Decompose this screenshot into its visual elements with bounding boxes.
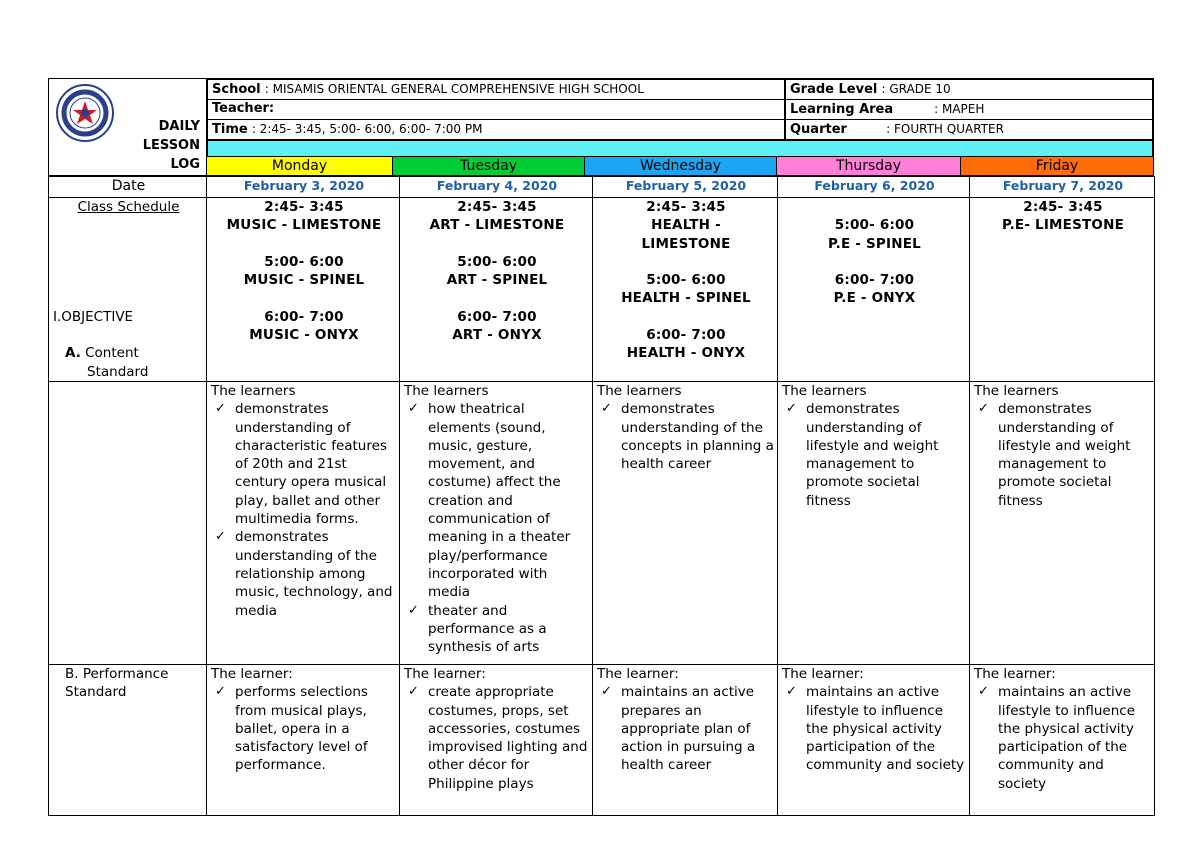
checklist-item: ✓ maintains an active lifestyle to influence the physical activity participation of the community and society — [782, 683, 967, 774]
date-cell — [207, 177, 400, 198]
area-field — [784, 100, 1154, 119]
date-label: Date — [111, 178, 146, 194]
teacher-label: Teacher: — [212, 101, 275, 116]
content-label-2: Standard — [87, 363, 149, 380]
time-label: Time — [212, 122, 248, 137]
checklist — [597, 400, 775, 473]
checklist-item: ✓ demonstrates understanding of lifestyle and weight management to promote societal fitness — [974, 400, 1152, 510]
weekday-bar — [206, 157, 1154, 176]
cell-intro: The learners — [404, 382, 489, 399]
day-tuesday: Tuesday — [392, 157, 584, 176]
content-standard-thursday — [778, 381, 970, 664]
schedule-line: 5:00- 6:00 — [264, 253, 344, 270]
info-row-school — [206, 78, 1154, 99]
logo-area — [48, 78, 206, 176]
date-friday: February 7, 2020 — [1002, 178, 1124, 193]
checklist — [782, 683, 967, 774]
lesson-table — [48, 176, 1155, 816]
day-thursday: Thursday — [776, 157, 960, 176]
date-cell — [593, 177, 778, 198]
schedule-tuesday — [400, 198, 593, 382]
schedule-line — [597, 308, 775, 326]
content-standard-tuesday — [400, 381, 593, 664]
teacher-field — [206, 100, 784, 119]
schedule-line — [597, 253, 775, 271]
info-block — [206, 78, 1154, 176]
checklist-item: ✓ demonstrates understanding of lifestyle and weight management to promote societal fitness — [782, 400, 967, 510]
dll-title — [143, 117, 200, 174]
date-label-cell — [49, 177, 207, 198]
schedule-monday — [207, 198, 400, 382]
checklist-item: ✓ demonstrates understanding of characteristic features of 20th and 21st century opera musical play, ballet and other multimedia forms. — [211, 400, 397, 528]
dll-title-line: DAILY — [158, 119, 200, 134]
schedule-line: 6:00- 7:00 — [646, 327, 726, 344]
schedule-thursday — [778, 198, 970, 382]
performance-label-1: B. Performance — [65, 665, 169, 682]
content-standard-friday — [970, 381, 1155, 664]
school-label: School — [212, 82, 261, 97]
schedule-line — [782, 253, 967, 271]
schedule-line — [211, 289, 397, 307]
performance-standard-thursday — [778, 664, 970, 815]
checklist-item: ✓ maintains an active prepares an appropriate plan of action in pursuing a health career — [597, 683, 775, 774]
time-value: : 2:45- 3:45, 5:00- 6:00, 6:00- 7:00 PM — [251, 122, 483, 136]
checklist — [211, 400, 397, 620]
checklist — [404, 683, 590, 793]
schedule-line: ART - ONYX — [452, 327, 542, 344]
schedule-line: P.E - SPINEL — [828, 235, 921, 252]
schedule-line: 2:45- 3:45 — [1023, 199, 1103, 215]
performance-standard-tuesday — [400, 664, 593, 815]
schedule-line: 5:00- 6:00 — [646, 272, 726, 289]
header-color-bar — [206, 139, 1154, 157]
performance-standard-friday — [970, 664, 1155, 815]
info-row-teacher — [206, 99, 1154, 119]
performance-standard-wednesday — [593, 664, 778, 815]
performance-label-cell — [49, 664, 207, 815]
performance-standard-row — [49, 664, 1155, 815]
day-monday: Monday — [206, 157, 392, 176]
cell-intro: The learners — [782, 382, 867, 399]
date-cell — [970, 177, 1155, 198]
cell-intro: The learner: — [782, 665, 864, 682]
date-row — [49, 177, 1155, 198]
cell-intro: The learners — [974, 382, 1059, 399]
schedule-line — [782, 198, 967, 216]
info-row-time — [206, 119, 1154, 139]
date-tuesday: February 4, 2020 — [436, 178, 558, 193]
schedule-line: 6:00- 7:00 — [834, 272, 915, 289]
checklist — [404, 400, 590, 656]
checklist — [974, 683, 1152, 793]
area-label: Learning Area — [790, 102, 894, 117]
schedule-wednesday — [593, 198, 778, 382]
schedule-line — [404, 235, 590, 253]
checklist — [211, 683, 397, 774]
cell-intro: The learners — [597, 382, 682, 399]
grade-field — [784, 80, 1154, 99]
left-labels-cell — [49, 198, 207, 382]
checklist — [974, 400, 1152, 510]
area-value: : MAPEH — [934, 102, 985, 116]
dll-title-line: LESSON — [142, 138, 200, 153]
class-schedule-label: Class Schedule — [77, 199, 180, 215]
checklist-item: ✓ demonstrates understanding of the relationship among music, technology, and media — [211, 528, 397, 619]
school-field — [206, 80, 784, 99]
cell-intro: The learner: — [404, 665, 486, 682]
cell-intro: The learner: — [597, 665, 679, 682]
school-seal-icon — [55, 83, 115, 143]
date-monday: February 3, 2020 — [243, 178, 365, 193]
schedule-line: 2:45- 3:45 — [457, 199, 537, 215]
schedule-line: P.E- LIMESTONE — [1001, 217, 1125, 234]
content-standard-monday — [207, 381, 400, 664]
schedule-line: 6:00- 7:00 — [457, 308, 537, 325]
checklist-item: ✓ maintains an active lifestyle to influence the physical activity participation of the community and society — [974, 683, 1152, 793]
content-standard-wednesday — [593, 381, 778, 664]
quarter-value: : FOURTH QUARTER — [886, 122, 1004, 136]
schedule-line — [211, 235, 397, 253]
schedule-line: MUSIC - LIMESTONE — [226, 217, 382, 234]
school-value: : MISAMIS ORIENTAL GENERAL COMPREHENSIVE HIGH SCHOOL — [264, 82, 644, 96]
schedule-line: 2:45- 3:45 — [264, 199, 344, 215]
schedule-line: 5:00- 6:00 — [834, 217, 915, 234]
performance-standard-monday — [207, 664, 400, 815]
performance-label-2: Standard — [65, 684, 127, 701]
quarter-field — [784, 120, 1154, 139]
schedule-line: 5:00- 6:00 — [457, 253, 537, 270]
schedule-line: P.E - ONYX — [833, 290, 916, 307]
day-friday: Friday — [960, 157, 1154, 176]
checklist — [782, 400, 967, 510]
schedule-row — [49, 198, 1155, 382]
checklist-item: ✓ theater and performance as a synthesis of arts — [404, 602, 590, 657]
content-a-marker: A. — [65, 345, 81, 362]
schedule-line: HEALTH - SPINEL — [621, 290, 751, 307]
schedule-friday — [970, 198, 1155, 382]
quarter-label: Quarter — [790, 122, 847, 137]
daily-lesson-log — [48, 78, 1154, 816]
grade-value: : GRADE 10 — [881, 82, 951, 96]
schedule-line: MUSIC - SPINEL — [243, 272, 365, 289]
schedule-line: 6:00- 7:00 — [264, 308, 344, 325]
date-cell — [778, 177, 970, 198]
schedule-line: HEALTH - — [651, 217, 721, 234]
day-wednesday: Wednesday — [584, 157, 776, 176]
schedule-line: ART - SPINEL — [446, 272, 548, 289]
schedule-line — [404, 289, 590, 307]
checklist-item: ✓ create appropriate costumes, props, set accessories, costumes improvised lighting and other décor for Philippine plays — [404, 683, 590, 793]
checklist — [597, 683, 775, 774]
checklist-item: ✓ how theatrical elements (sound, music, gesture, movement, and costume) affect the creation and communication of meaning in a theater play/performance incorporated with media — [404, 400, 590, 601]
cell-intro: The learner: — [211, 665, 293, 682]
schedule-line: 2:45- 3:45 — [646, 199, 726, 215]
content-standard-label-cell — [49, 381, 207, 664]
content-standard-row — [49, 381, 1155, 664]
schedule-line: LIMESTONE — [641, 235, 731, 252]
content-label-1: Content — [85, 345, 139, 362]
dll-title-line: LOG — [170, 157, 200, 172]
cell-intro: The learner: — [974, 665, 1056, 682]
schedule-line: HEALTH - ONYX — [626, 345, 746, 362]
date-cell — [400, 177, 593, 198]
schedule-line: MUSIC - ONYX — [249, 327, 359, 344]
schedule-line: ART - LIMESTONE — [429, 217, 565, 234]
time-field — [206, 120, 784, 139]
dll-header — [48, 78, 1154, 176]
objective-label: I.OBJECTIVE — [53, 308, 134, 325]
date-thursday: February 6, 2020 — [814, 178, 935, 193]
checklist-item: ✓ demonstrates understanding of the concepts in planning a health career — [597, 400, 775, 473]
checklist-item: ✓ performs selections from musical plays, ballet, opera in a satisfactory level of performance. — [211, 683, 397, 774]
cell-intro: The learners — [211, 382, 296, 399]
grade-label: Grade Level — [790, 82, 878, 97]
date-wednesday: February 5, 2020 — [625, 178, 747, 193]
